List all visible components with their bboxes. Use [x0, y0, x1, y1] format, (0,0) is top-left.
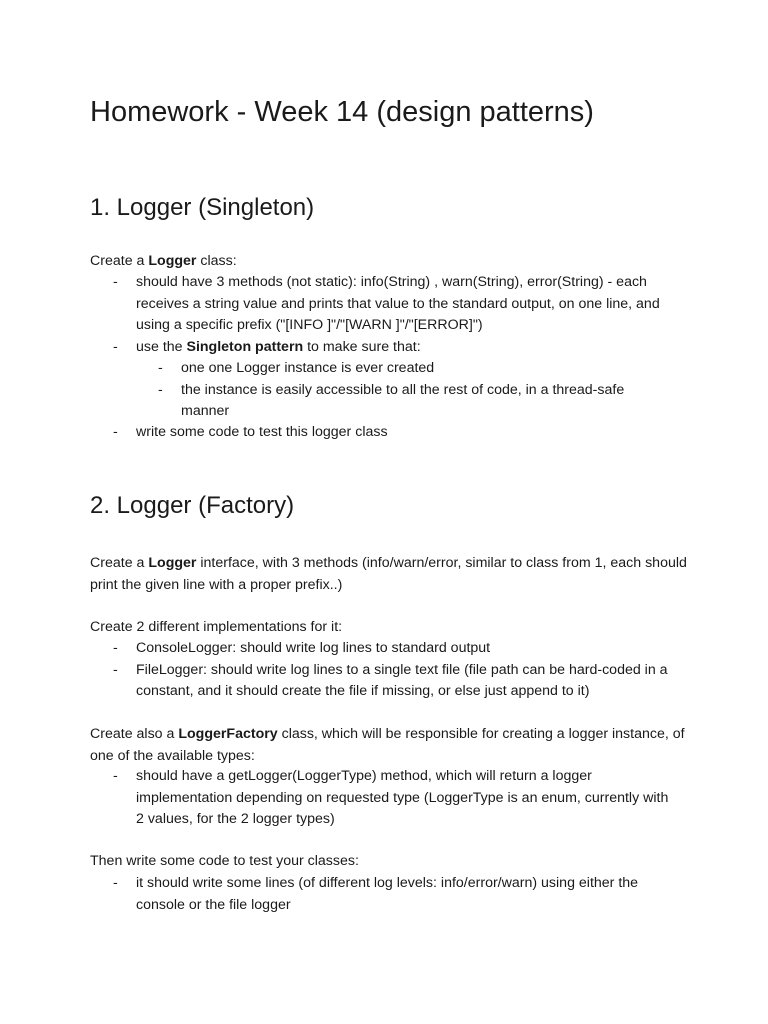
list-item-text: ConsoleLogger: should write log lines to standard output: [136, 640, 491, 656]
bullet-dash: -: [113, 640, 118, 656]
intro-text-post: class:: [196, 253, 237, 269]
section-2-heading: 2. Logger (Factory): [90, 492, 295, 519]
implementations-list: [113, 638, 673, 703]
factory-intro-post: class, which will be responsible for creating a logger instance, of one of the available types:: [90, 726, 685, 764]
section-1-test-list: [113, 422, 673, 444]
list-item-text: one one Logger instance is ever created: [181, 360, 435, 376]
list-item: [113, 272, 673, 337]
logger-class-name: Logger: [148, 253, 197, 269]
section-1-intro: [90, 251, 690, 273]
list-item: [113, 660, 673, 703]
bullet-dash: -: [113, 424, 118, 440]
singleton-item-post: to make sure that:: [303, 338, 421, 355]
list-item-text: the instance is easily accessible to all the rest of code, in a thread-safe manner: [181, 381, 625, 419]
intro-text-pre: Create a: [90, 555, 149, 571]
singleton-pattern-term: Singleton pattern: [186, 338, 304, 355]
list-item: [113, 873, 673, 916]
bullet-dash: -: [158, 381, 163, 398]
list-item-text: write some code to test this logger class: [136, 424, 388, 440]
factory-list: [113, 766, 673, 831]
section-1-requirements-list: [113, 272, 673, 358]
bullet-dash: -: [113, 875, 118, 891]
list-item: [113, 638, 673, 660]
list-item-text: should have 3 methods (not static): info(String) , warn(String), error(String) - each receives a string value and prints that value to the standard output, on one line, and using a specific prefix ("[INFO ]"/"[WARN ]"/"[ERROR]"): [136, 274, 660, 333]
bullet-dash: -: [113, 274, 118, 290]
list-item: [113, 766, 673, 831]
section-1-heading: 1. Logger (Singleton): [90, 194, 315, 221]
section-2-intro: [90, 553, 690, 596]
list-item: [158, 380, 658, 423]
logger-interface-name: Logger: [148, 555, 197, 571]
test-intro: Then write some code to test your classes:: [90, 853, 359, 869]
list-item: [113, 422, 673, 444]
bullet-dash: -: [113, 338, 118, 355]
bullet-dash: -: [113, 768, 118, 784]
singleton-item-pre: use the: [136, 338, 187, 355]
factory-intro-pre: Create also a: [90, 726, 179, 742]
implementations-intro: Create 2 different implementations for it:: [90, 619, 343, 635]
factory-intro: [90, 724, 690, 767]
intro-text-pre: Create a: [90, 253, 149, 269]
page-title: Homework - Week 14 (design patterns): [90, 96, 594, 128]
bullet-dash: -: [113, 661, 118, 678]
list-item-text: FileLogger: should write log lines to a single text file (file path can be hard-coded in a constant, and it should create the file if missing, or else just append to it): [136, 661, 668, 699]
list-item-text: it should write some lines (of different log levels: info/error/warn) using either the console or the file logger: [136, 875, 639, 913]
list-item-text: should have a getLogger(LoggerType) method, which will return a logger implementation depending on requested type (LoggerType is an enum, currently with 2 values, for the 2 logger types): [136, 768, 669, 827]
bullet-dash: -: [158, 360, 163, 376]
logger-factory-name: LoggerFactory: [178, 726, 278, 742]
intro-text-post: interface, with 3 methods (info/warn/error, similar to class from 1, each should print the given line with a proper prefix..): [90, 555, 687, 593]
list-item: [158, 358, 658, 380]
list-item: [113, 337, 673, 359]
test-list: [113, 873, 673, 916]
singleton-constraints-list: [158, 358, 658, 423]
